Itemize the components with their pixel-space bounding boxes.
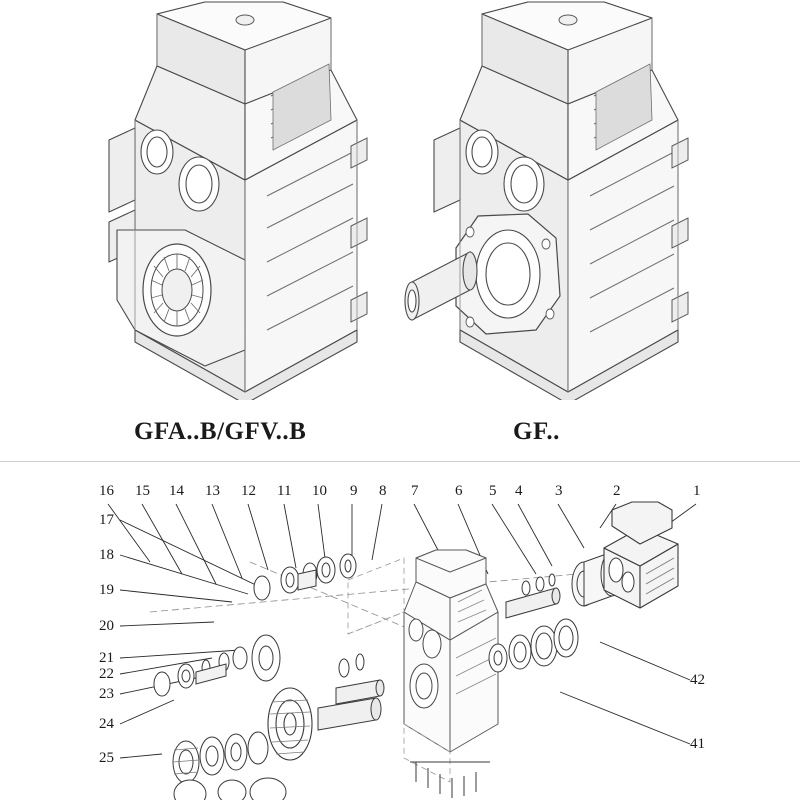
callout-41: 41 [690, 736, 705, 752]
callout-8: 8 [379, 483, 387, 499]
callout-7: 7 [411, 483, 419, 499]
callout-15: 15 [135, 483, 150, 499]
figure-caption-gf: GF.. [513, 418, 560, 445]
callout-13: 13 [205, 483, 220, 499]
callout-23: 23 [99, 686, 114, 702]
callout-21: 21 [99, 650, 114, 666]
callout-25: 25 [99, 750, 114, 766]
callout-4: 4 [515, 483, 523, 499]
callout-5: 5 [489, 483, 497, 499]
gearbox-gfab-gfvb-figure [95, 0, 385, 400]
callout-18: 18 [99, 547, 114, 563]
gearbox-gf-figure [400, 0, 700, 400]
callout-20: 20 [99, 618, 114, 634]
callout-10: 10 [312, 483, 327, 499]
callout-24: 24 [99, 716, 114, 732]
callout-3: 3 [555, 483, 563, 499]
callout-42: 42 [690, 672, 705, 688]
gearbox-gf-svg [400, 0, 700, 400]
callout-22: 22 [99, 666, 114, 682]
exploded-assembly-svg [0, 462, 800, 800]
callout-6: 6 [455, 483, 463, 499]
callout-2: 2 [613, 483, 621, 499]
exploded-view-section [0, 462, 800, 800]
callout-11: 11 [277, 483, 292, 499]
callout-12: 12 [241, 483, 256, 499]
callout-14: 14 [169, 483, 184, 499]
figure-caption-gfab-gfvb: GFA..B/GFV..B [134, 418, 307, 445]
callout-9: 9 [350, 483, 358, 499]
gearbox-gfab-gfvb-svg [95, 0, 385, 400]
callout-19: 19 [99, 582, 114, 598]
callout-1: 1 [693, 483, 701, 499]
callout-16: 16 [99, 483, 114, 499]
callout-17: 17 [99, 512, 114, 528]
